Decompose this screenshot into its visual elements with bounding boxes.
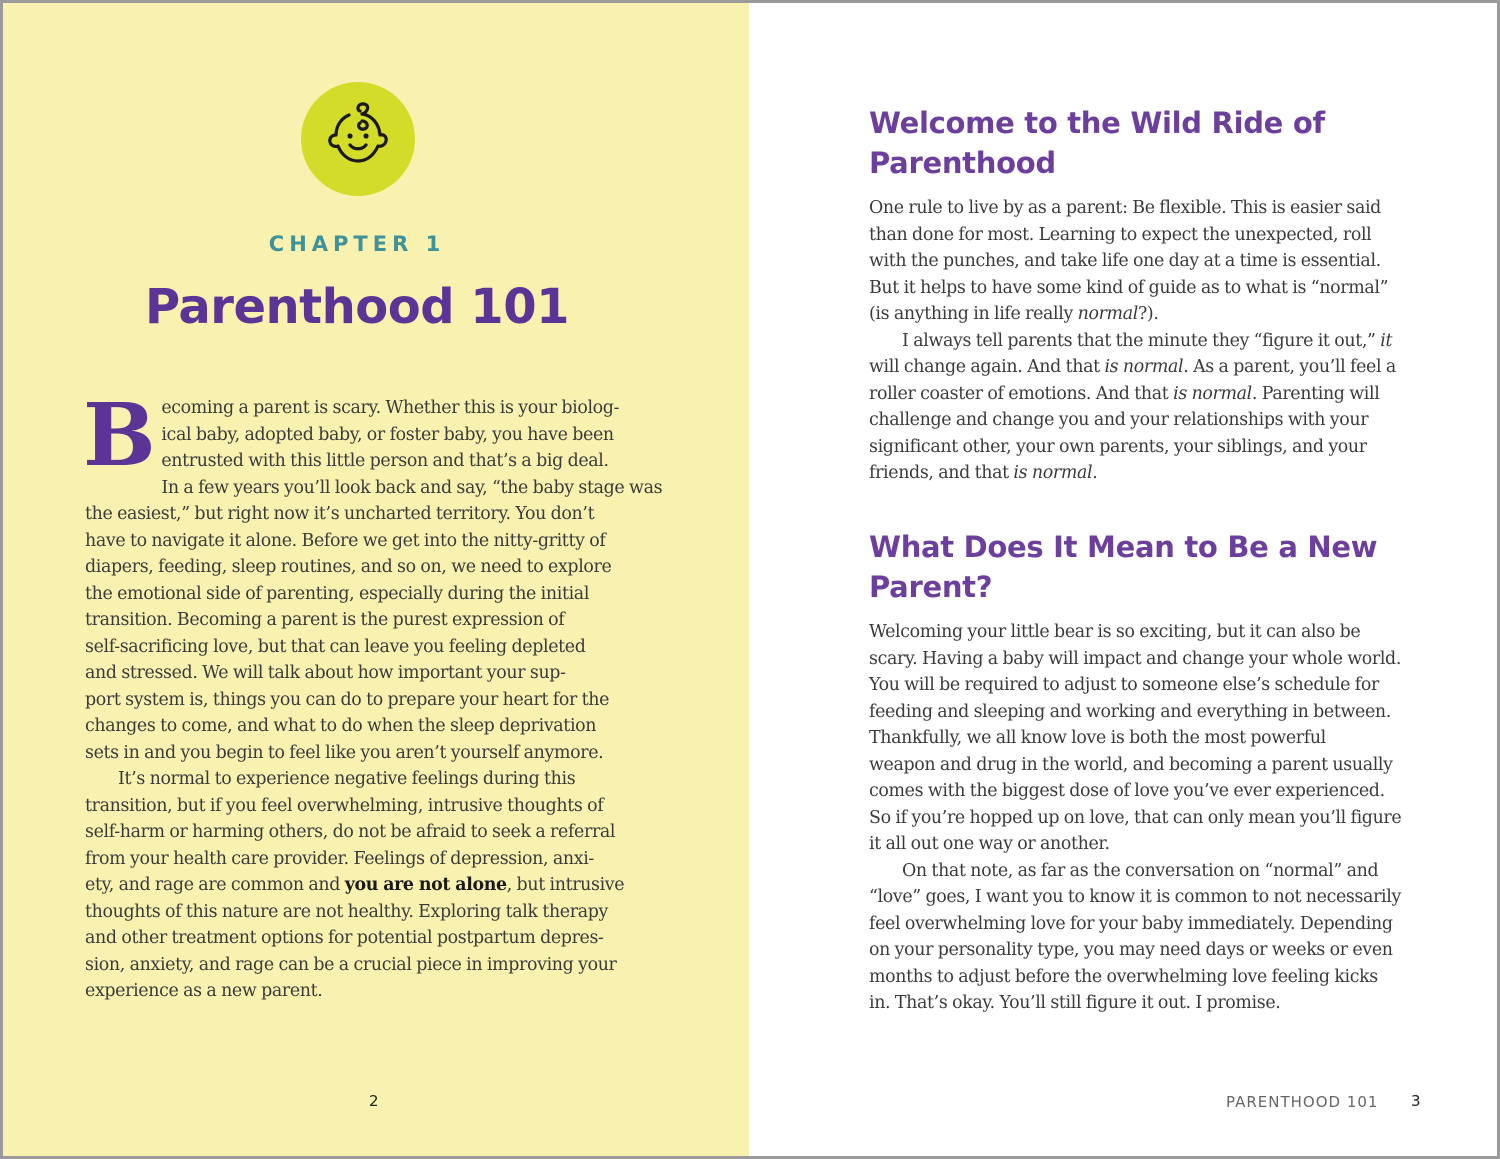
text-line: significant other, your own parents, your siblings, and your [869, 436, 1367, 457]
text-line [869, 301, 1425, 328]
text-line: ecoming a parent is scary. Whether this is your biolog- [161, 398, 620, 418]
chapter-icon-badge [301, 82, 415, 196]
welcome-paragraph-1 [869, 195, 1425, 328]
text-line: Welcoming your little bear is so exciting, but it can also be [869, 622, 1361, 642]
text-line [85, 872, 635, 899]
text-line: comes with the biggest dose of love you’ve ever experienced. [869, 781, 1385, 801]
text-run: ?). [1137, 304, 1159, 324]
text-run: roller coaster of emotions. And that [869, 383, 1174, 404]
text-line: In a few years you’ll look back and say, “the baby stage was [161, 477, 663, 498]
text-line: Thankfully, we all know love is both the most powerful [869, 728, 1326, 748]
text-line: changes to come, and what to do when the sleep deprivation [85, 716, 597, 736]
text-line: scary. Having a baby will impact and change your whole world. [869, 648, 1401, 669]
text-run: (is anything in life really [869, 304, 1078, 324]
text-run: will change again. And that [869, 357, 1105, 377]
text-line [869, 328, 1425, 355]
text-line [869, 460, 1425, 487]
new-parent-section-text [869, 619, 1425, 1017]
chapter-label: CHAPTER 1 [268, 232, 446, 256]
italic-emphasis: it [1380, 330, 1393, 351]
text-run: . Parenting will [1251, 383, 1380, 404]
drop-cap: B [83, 385, 156, 486]
text-line: “love” goes, I want you to know it is common to not necessarily [869, 887, 1401, 907]
new-parent-paragraph-1 [869, 619, 1425, 858]
text-line: So if you’re hopped up on love, that can only mean you’ll figure [869, 807, 1402, 828]
text-line: weapon and drug in the world, and becoming a parent usually [869, 754, 1393, 775]
text-line: and other treatment options for potential postpartum depres- [85, 928, 604, 948]
text-line: from your health care provider. Feelings of depression, anxi- [85, 848, 594, 869]
text-run: ety, and rage are common and [85, 875, 345, 895]
chapter-intro-text [83, 385, 663, 1005]
italic-emphasis: is normal [1104, 357, 1184, 377]
text-line: with the punches, and take life one day at a time is essential. [869, 251, 1381, 271]
text-line: sets in and you begin to feel like you aren’t yourself anymore. [85, 742, 604, 763]
text-line: ical baby, adopted baby, or foster baby, you have been [161, 424, 614, 445]
welcome-paragraph-2 [869, 328, 1425, 487]
section-heading-welcome: Welcome to the Wild Ride of Parenthood [869, 106, 1325, 180]
text-line: the easiest,” but right now it’s uncharted territory. You don’t [85, 504, 595, 524]
text-run: . [1092, 463, 1098, 483]
text-line: the emotional side of parenting, especially during the initial [85, 583, 590, 604]
page-number-right: 3 [1411, 1092, 1421, 1110]
text-line [869, 381, 1425, 408]
welcome-section-text [869, 195, 1425, 487]
text-line: self-harm or harming others, do not be afraid to seek a referral [85, 822, 616, 842]
text-line: sion, anxiety, and rage can be a crucial piece in improving your [85, 954, 617, 975]
text-run: friends, and that [869, 463, 1014, 483]
text-line: it all out one way or another. [869, 834, 1110, 854]
text-line: On that note, as far as the conversation on “normal” and [902, 860, 1379, 881]
text-line: and stressed. We will talk about how important your sup- [85, 663, 566, 683]
text-line: You will be required to adjust to someone else’s schedule for [869, 675, 1379, 695]
text-line: thoughts of this nature are not healthy. Exploring talk therapy [85, 901, 608, 922]
text-line: transition. Becoming a parent is the purest expression of [85, 610, 565, 630]
text-line: But it helps to have some kind of guide as to what is “normal” [869, 277, 1389, 298]
text-line: challenge and change you and your relationships with your [869, 410, 1369, 430]
text-run: I always tell parents that the minute they “figure it out,” [902, 330, 1381, 351]
right-page [749, 3, 1497, 1156]
text-line: diapers, feeding, sleep routines, and so on, we need to explore [85, 557, 612, 577]
chapter-title: Parenthood 101 [144, 279, 569, 335]
italic-emphasis: normal [1077, 304, 1138, 324]
book-spread [3, 3, 1497, 1156]
text-line: self-sacrificing love, but that can leave you feeling depleted [85, 636, 586, 657]
text-line: entrusted with this little person and that’s a big deal. [161, 451, 609, 471]
text-line: on your personality type, you may need days or weeks or even [869, 940, 1393, 960]
second-paragraph [85, 766, 635, 1005]
text-line: transition, but if you feel overwhelming, intrusive thoughts of [85, 795, 604, 816]
italic-emphasis: is normal [1013, 463, 1093, 483]
text-run: . As a parent, you’ll feel a [1183, 357, 1396, 377]
text-line [869, 354, 1425, 381]
bold-emphasis: you are not alone [344, 875, 507, 895]
text-run: , but intrusive [506, 875, 625, 895]
text-line: months to adjust before the overwhelming love feeling kicks [869, 966, 1378, 987]
running-head: PARENTHOOD 101 [1226, 1093, 1379, 1111]
text-line: experience as a new parent. [85, 981, 323, 1001]
text-line: feeding and sleeping and working and everything in between. [869, 701, 1391, 722]
text-line: It’s normal to experience negative feelings during this [118, 769, 576, 789]
new-parent-paragraph-2 [869, 858, 1425, 1017]
intro-paragraph [83, 385, 663, 766]
text-line: One rule to live by as a parent: Be flexible. This is easier said [869, 198, 1381, 218]
text-line: in. That’s okay. You’ll still figure it out. I promise. [869, 993, 1281, 1013]
section-heading-new-parent: What Does It Mean to Be a New Parent? [869, 530, 1378, 604]
text-line: than done for most. Learning to expect the unexpected, roll [869, 224, 1372, 245]
text-line: port system is, things you can do to prepare your heart for the [85, 689, 610, 710]
page-number-left: 2 [369, 1092, 379, 1110]
text-line: feel overwhelming love for your baby immediately. Depending [869, 913, 1393, 934]
italic-emphasis: is normal [1173, 383, 1252, 404]
left-page [3, 3, 749, 1156]
baby-face-icon [322, 101, 394, 173]
text-line: have to navigate it alone. Before we get into the nitty-gritty of [85, 530, 606, 551]
